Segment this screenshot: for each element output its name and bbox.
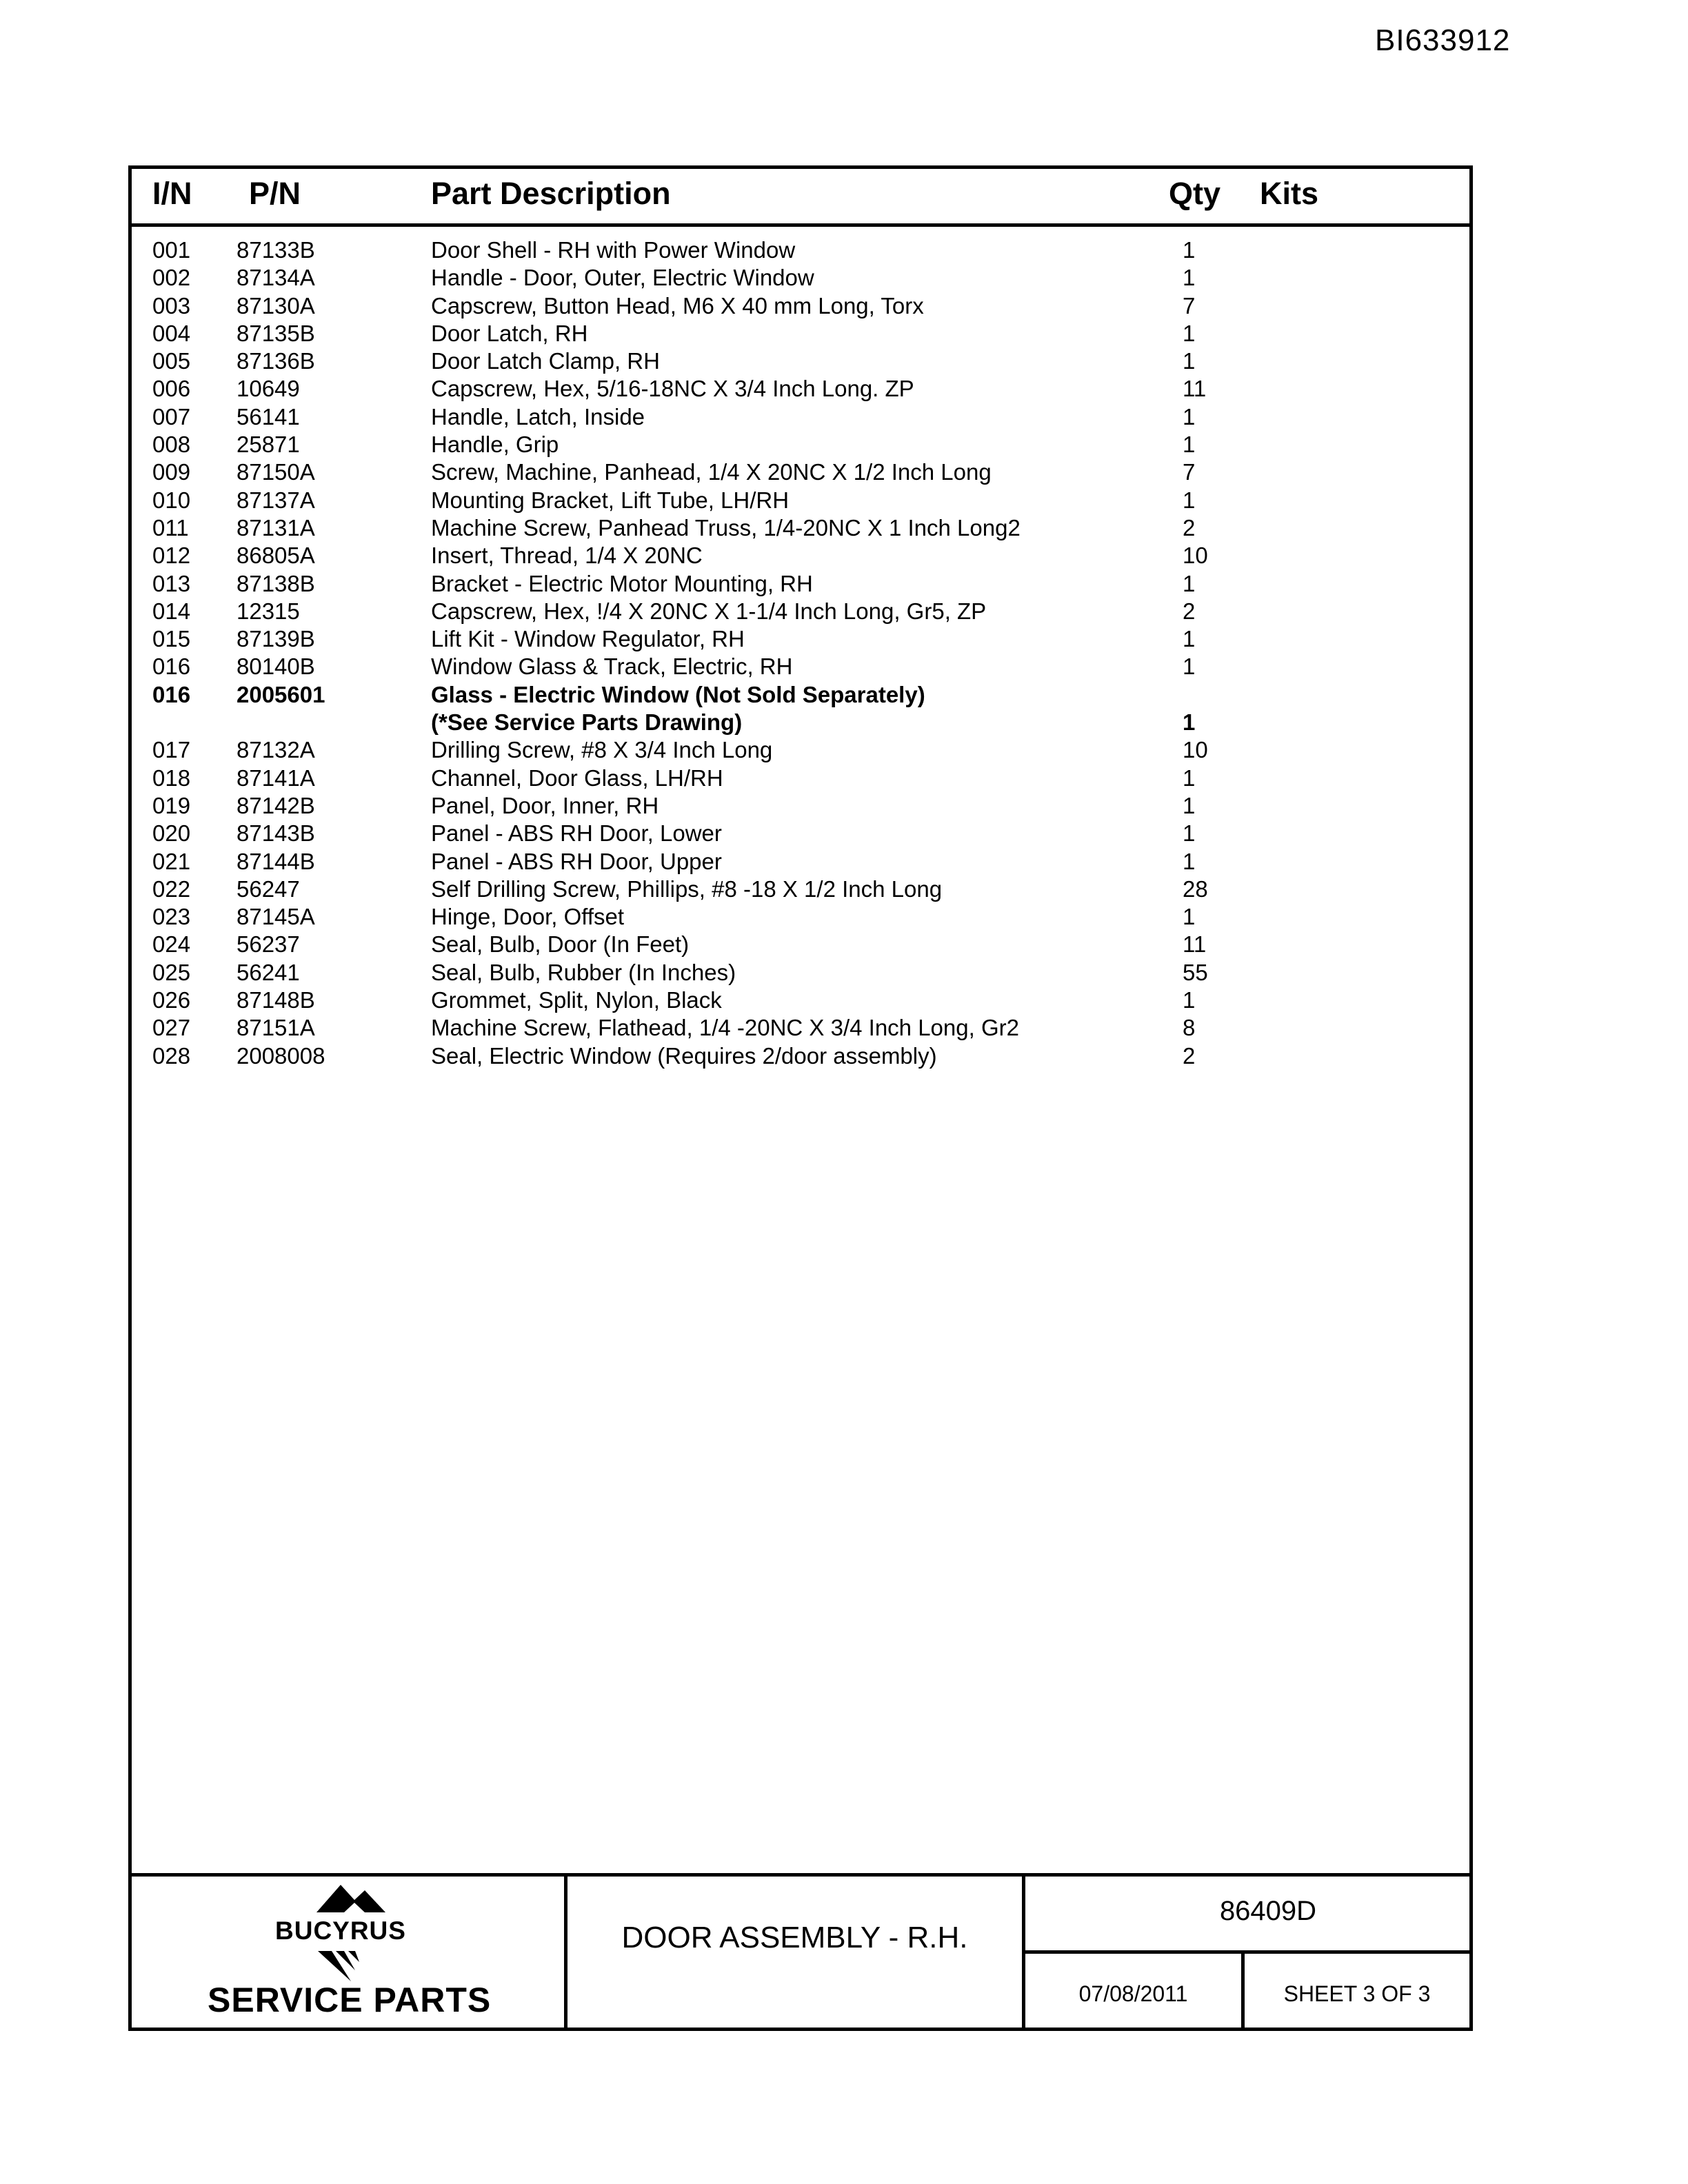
part-number: 2005601 (237, 681, 325, 707)
table-row (132, 625, 1469, 653)
part-description: Door Latch, RH (431, 320, 588, 346)
item-number: 001 (152, 237, 191, 263)
item-number: 012 (152, 543, 191, 569)
part-description: Door Latch Clamp, RH (431, 348, 660, 374)
quantity: 1 (1183, 792, 1196, 818)
table-row (132, 903, 1469, 931)
part-number: 80140B (237, 654, 315, 680)
drawing-date: 07/08/2011 (1078, 1981, 1188, 2006)
item-number: 017 (152, 737, 191, 763)
quantity: 1 (1183, 904, 1196, 930)
date-cell (1025, 1954, 1245, 2031)
quantity: 1 (1183, 432, 1196, 458)
item-number: 007 (152, 403, 191, 429)
part-description: Handle, Grip (431, 432, 559, 458)
item-number: 016 (152, 681, 191, 707)
item-number: 015 (152, 626, 191, 652)
header-in: I/N (152, 176, 192, 211)
header-description: Part Description (431, 176, 671, 211)
part-number: 87143B (237, 820, 315, 847)
part-number: 87133B (237, 237, 315, 263)
drawing-number-cell (1025, 1877, 1469, 1954)
service-parts-label: SERVICE PARTS (208, 1981, 492, 2019)
parts-table-body (132, 236, 1469, 1070)
part-number: 87137A (237, 487, 315, 513)
quantity: 55 (1183, 959, 1208, 985)
item-number: 002 (152, 265, 191, 291)
quantity: 7 (1183, 459, 1196, 485)
brand-name: BUCYRUS (275, 1917, 406, 1945)
quantity: 1 (1183, 709, 1196, 736)
quantity: 1 (1183, 626, 1196, 652)
item-number: 008 (152, 432, 191, 458)
quantity: 1 (1183, 265, 1196, 291)
table-row (132, 570, 1469, 598)
table-row (132, 931, 1469, 958)
item-number: 024 (152, 931, 191, 958)
part-description: (*See Service Parts Drawing) (431, 709, 743, 736)
table-row (132, 820, 1469, 847)
part-number: 56241 (237, 959, 300, 985)
quantity: 8 (1183, 1015, 1196, 1041)
part-number: 56237 (237, 931, 300, 958)
item-number: 022 (152, 876, 191, 902)
table-row (132, 681, 1469, 709)
item-number: 014 (152, 598, 191, 624)
table-row (132, 792, 1469, 820)
table-row (132, 347, 1469, 375)
part-description: Lift Kit - Window Regulator, RH (431, 626, 745, 652)
quantity: 1 (1183, 348, 1196, 374)
part-description: Bracket - Electric Motor Mounting, RH (431, 570, 813, 596)
part-description: Capscrew, Hex, !/4 X 20NC X 1-1/4 Inch Long, Gr5, ZP (431, 598, 987, 624)
part-number: 87141A (237, 765, 315, 791)
table-row (132, 320, 1469, 347)
table-row (132, 736, 1469, 764)
quantity: 11 (1183, 931, 1207, 958)
table-row (132, 375, 1469, 403)
part-description: Door Shell - RH with Power Window (431, 237, 796, 263)
part-description: Capscrew, Button Head, M6 X 40 mm Long, Torx (431, 292, 924, 318)
part-number: 56247 (237, 876, 300, 902)
part-description: Hinge, Door, Offset (431, 904, 625, 930)
title-block (132, 1873, 1469, 2031)
table-header (132, 169, 1469, 227)
table-row (132, 514, 1469, 542)
quantity: 2 (1183, 1042, 1196, 1069)
part-description: Machine Screw, Panhead Truss, 1/4-20NC X 1 Inch Long2 (431, 514, 1021, 540)
part-description: Glass - Electric Window (Not Sold Separately) (431, 681, 925, 707)
part-number: 86805A (237, 543, 315, 569)
part-description: Self Drilling Screw, Phillips, #8 -18 X 1/2 Inch Long (431, 876, 943, 902)
item-number: 026 (152, 987, 191, 1013)
quantity: 10 (1183, 737, 1208, 763)
part-description: Panel, Door, Inner, RH (431, 792, 659, 818)
item-number: 028 (152, 1042, 191, 1069)
part-description: Machine Screw, Flathead, 1/4 -20NC X 3/4 Inch Long, Gr2 (431, 1015, 1019, 1041)
part-number: 87130A (237, 292, 315, 318)
table-row (132, 653, 1469, 680)
table-row (132, 487, 1469, 514)
part-number: 87132A (237, 737, 315, 763)
part-number: 87136B (237, 348, 315, 374)
header-qty: Qty (1169, 176, 1221, 211)
item-number: 009 (152, 459, 191, 485)
part-number: 87139B (237, 626, 315, 652)
part-number: 87151A (237, 1015, 315, 1041)
quantity: 1 (1183, 320, 1196, 346)
part-number: 25871 (237, 432, 300, 458)
part-description: Panel - ABS RH Door, Upper (431, 848, 722, 874)
table-row (132, 458, 1469, 486)
item-number: 023 (152, 904, 191, 930)
table-row (132, 876, 1469, 903)
table-row (132, 987, 1469, 1014)
part-number: 87150A (237, 459, 315, 485)
part-description: Window Glass & Track, Electric, RH (431, 654, 793, 680)
header-kits: Kits (1260, 176, 1319, 211)
item-number: 003 (152, 292, 191, 318)
item-number: 013 (152, 570, 191, 596)
sheet-cell (1245, 1954, 1469, 2031)
part-description: Insert, Thread, 1/4 X 20NC (431, 543, 703, 569)
part-description: Screw, Machine, Panhead, 1/4 X 20NC X 1/2 Inch Long (431, 459, 992, 485)
part-description: Channel, Door Glass, LH/RH (431, 765, 723, 791)
document-id: BI633912 (1375, 23, 1511, 57)
part-number: 87144B (237, 848, 315, 874)
quantity: 1 (1183, 987, 1196, 1013)
quantity: 10 (1183, 543, 1208, 569)
part-description: Seal, Bulb, Rubber (In Inches) (431, 959, 736, 985)
sheet-number: SHEET 3 OF 3 (1283, 1981, 1431, 2006)
table-row (132, 1042, 1469, 1070)
table-row (132, 765, 1469, 792)
quantity: 11 (1183, 376, 1207, 402)
part-number: 87138B (237, 570, 315, 596)
part-description: Seal, Electric Window (Requires 2/door assembly) (431, 1042, 937, 1069)
item-number: 027 (152, 1015, 191, 1041)
title-cell (567, 1877, 1025, 2031)
part-description: Capscrew, Hex, 5/16-18NC X 3/4 Inch Long. ZP (431, 376, 914, 402)
table-row (132, 236, 1469, 264)
part-description: Handle - Door, Outer, Electric Window (431, 265, 814, 291)
quantity: 1 (1183, 654, 1196, 680)
drawing-number: 86409D (1219, 1896, 1317, 1926)
table-row (132, 292, 1469, 320)
table-row (132, 264, 1469, 292)
item-number: 025 (152, 959, 191, 985)
part-number: 87134A (237, 265, 315, 291)
logo-cell (132, 1877, 567, 2031)
part-description: Handle, Latch, Inside (431, 403, 645, 429)
quantity: 1 (1183, 487, 1196, 513)
quantity: 1 (1183, 403, 1196, 429)
part-description: Panel - ABS RH Door, Lower (431, 820, 722, 847)
table-row (132, 848, 1469, 876)
table-row (132, 598, 1469, 625)
drawing-info (1025, 1877, 1469, 2031)
part-number: 12315 (237, 598, 300, 624)
part-number: 10649 (237, 376, 300, 402)
table-row (132, 403, 1469, 431)
item-number: 011 (152, 514, 189, 540)
quantity: 7 (1183, 292, 1196, 318)
part-description: Seal, Bulb, Door (In Feet) (431, 931, 690, 958)
part-number: 87148B (237, 987, 315, 1013)
table-row (132, 1014, 1469, 1042)
table-row (132, 431, 1469, 458)
header-pn: P/N (249, 176, 301, 211)
item-number: 020 (152, 820, 191, 847)
quantity: 1 (1183, 237, 1196, 263)
quantity: 1 (1183, 570, 1196, 596)
part-number: 2008008 (237, 1042, 325, 1069)
drawing-title: DOOR ASSEMBLY - R.H. (621, 1921, 968, 1954)
part-number: 56141 (237, 403, 300, 429)
part-description: Mounting Bracket, Lift Tube, LH/RH (431, 487, 790, 513)
part-description: Grommet, Split, Nylon, Black (431, 987, 722, 1013)
table-row (132, 709, 1469, 736)
item-number: 018 (152, 765, 191, 791)
part-number: 87145A (237, 904, 315, 930)
quantity: 2 (1183, 598, 1196, 624)
table-row (132, 959, 1469, 987)
quantity: 1 (1183, 765, 1196, 791)
part-number: 87135B (237, 320, 315, 346)
item-number: 016 (152, 654, 191, 680)
item-number: 010 (152, 487, 191, 513)
part-description: Drilling Screw, #8 X 3/4 Inch Long (431, 737, 773, 763)
item-number: 019 (152, 792, 191, 818)
item-number: 021 (152, 848, 191, 874)
table-row (132, 542, 1469, 569)
quantity: 1 (1183, 820, 1196, 847)
part-number: 87142B (237, 792, 315, 818)
quantity: 1 (1183, 848, 1196, 874)
parts-list-frame (128, 165, 1473, 2031)
item-number: 005 (152, 348, 191, 374)
item-number: 004 (152, 320, 191, 346)
part-number: 87131A (237, 514, 315, 540)
item-number: 006 (152, 376, 191, 402)
quantity: 2 (1183, 514, 1196, 540)
quantity: 28 (1183, 876, 1208, 902)
